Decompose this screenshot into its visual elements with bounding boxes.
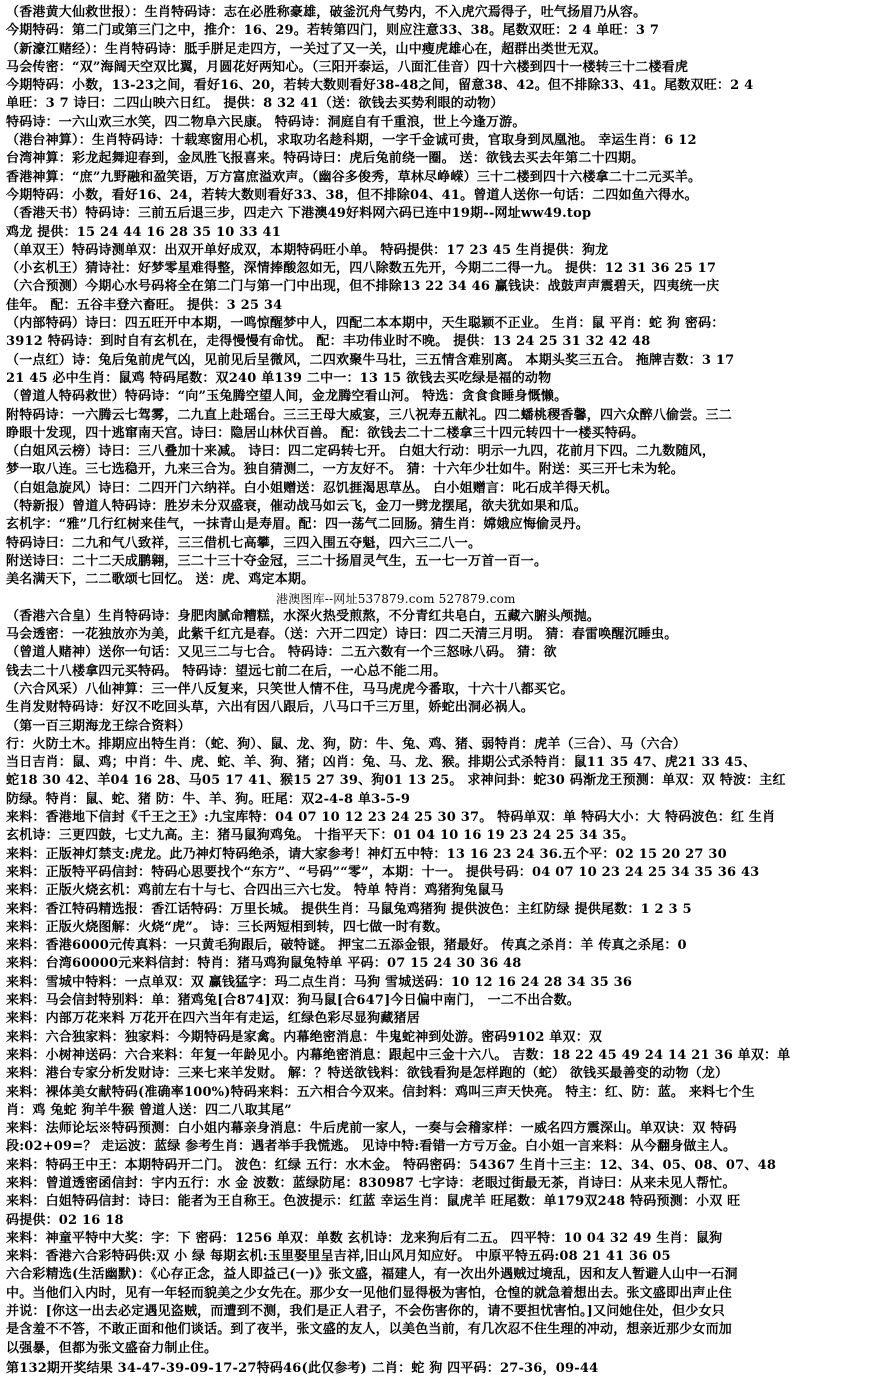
text-line: 六合彩精选(生活幽默)：《心存正念，益人即益己(一)》张文盛，福建人，有一次出外遇贼过境乱，因和友人暂避人山中一石洞	[6, 1267, 738, 1283]
text-line: 来料：正版神灯禁支:虎龙。此乃神灯特码绝杀，请大家参考！神灯五中特：13 16 23 24 36.五个平：02 15 20 27 30	[6, 846, 727, 862]
text-line: 香港神算：“庶”九野融和盈笑语，万方富庶溢欢声。（幽谷多俊秀，草林尽峥嵘）三十二楼到四十六楼拿二十二元买羊。	[6, 169, 702, 185]
text-line: 来料：法师论坛※特码预测：白小姐内幕亲身消息：牛后虎前一家人，一奏与会稽家样：一威名四方震深山。单双诀：双 特码	[6, 1121, 737, 1137]
text-line: 来料：裸体美女献特码(准确率100%)特码来料：五六相合今双来。信封料：鸡叫三声天快亮。 特主：红、防：蓝。 来料七个生	[6, 1084, 755, 1100]
text-line: （白姐风云榜）诗曰：三八叠加十来减。 诗曰：四二定码转七开。 白姐大行动：明示一九四，花前月下四。二九数随风，	[6, 444, 716, 460]
text-line: 来料：正版火烧图解：火烧“虎”。 诗：三长两短相到转，四七做一时有数。	[6, 919, 449, 935]
text-line: 台湾神算：彩龙起舞迎春到，金凤胜飞报喜来。特码诗曰：虎后兔前绕一圈。 送：欲钱去买去年第二十四期。	[6, 151, 645, 167]
text-line: 当日吉肖：鼠、鸡；中肖：牛、虎、蛇、羊、狗、猪；凶肖：兔、马、龙、猴。排期公式杀特肖：鼠11 35 47、虎21 33 45、	[6, 755, 757, 771]
text-line: 来料：白姐特码信封：诗曰：能者为王自称王。色波提示：红蓝 幸运生肖：鼠虎羊 旺尾数：单179双248 特码预测：小双 旺	[6, 1194, 741, 1210]
text-line: 来料：曾道透密函信封：宇内五行：水 金 波数：蓝绿防尾：830987 七字诗：老眼过街最无茶，肖诗曰：从来未见人帮忙。	[6, 1176, 736, 1191]
text-line: 来料：特码王中王：本期特码开二门。 波色：红绿 五行：水木金。 特码密码：54367 生肖十三主：12、34、05、08、07、48	[6, 1157, 777, 1173]
text-line: （港台神算）：生肖特码诗：十载寒窗用心机，求取功名趁科期，一字千金诚可贵，官取身到凤凰池。 幸运生肖：6 12	[6, 133, 697, 149]
text-line: 附送诗曰：二十二天成鹏翱，三二十三十夺金冠，三二十扬眉灵气生，五一七一万首一百一。	[6, 553, 548, 569]
text-line: 来料：雪城中特料：一点单双：双 赢钱猛字：玛二点生肖：马狗 雪城送码：10 12 16 24 28 34 35 36	[6, 974, 633, 990]
text-line: 来料：正版火烧玄机：鸡前左右十与七、合四出三六七发。 特单 特肖：鸡猪狗兔鼠马	[6, 883, 504, 899]
text-line: 肖：鸡 兔蛇 狗羊牛猴 曾道人送：四二八取其尾”	[6, 1102, 292, 1118]
text-line: 行：火防土木。排期应出特生肖：（蛇、狗）、鼠、龙、狗，防：牛、兔、鸡、猪、弱特肖：虎羊（三合）、马（六合）	[6, 736, 687, 752]
text-line: 来料：香港6000元传真料：一只黄毛狗跟后，破特谜。 押宝二五添金银，猪最好。 传真之杀肖：羊 传真之杀尾：0	[6, 938, 687, 954]
text-line: 特码诗：一六山欢三水笑，四二物阜六民康。 特码诗：洞庭自有千重浪，世上今逢万游。	[6, 114, 526, 130]
text-line: 梦一取八连。三七选稳开，九来三合为。独自猜测二，一方友好不。 猜：十六年少壮如牛。附送：买三开七未为轮。	[6, 462, 684, 478]
text-line: 来料：正版特平码信封：特码心思要找个“东方”、“号码”“零”，本期：十一。 提供号码：04 07 10 23 24 25 34 35 36 43	[6, 864, 760, 880]
text-line: 来料：香港地下信封《千王之王》:九宝库特：04 07 10 12 23 24 25 30 37。 特码单双：单 特码大小：大 特码波色：红 生肖	[6, 810, 776, 826]
text-line: 并说：[你这一出去必定遇见盗贼，而遭到不测，我们是正人君子，不会伤害你的，请不要担忧害怕。]又问她住处，但少女只	[6, 1304, 726, 1320]
footer-line: 第132期开奖结果 34-47-39-09-17-27特码46(此仅参考) 二肖：蛇 狗 四平码：27-36，09-44	[6, 1360, 599, 1376]
text-line: （单双王）特码诗测单双：出双开单好成双，本期特码旺小单。 特码提供：17 23 45 生肖提供：狗龙	[6, 242, 609, 258]
text-line: 中。当他们入内时，见有一年轻而貌美之少女先在。那少女一见他们显得极为害怕，仓惶的就急着想出去。张文盛即出声止住	[6, 1285, 733, 1301]
text-line: （香港天书）特码诗：三前五后退三步，四走六 下港澳49好料网六码已连中19期--网址ww49.top	[6, 206, 592, 222]
text-line: （一点红）诗：兔后兔前虎气凶，见前见后呈微风，二四欢聚牛马壮，三五情含难别离。 本期头奖三五合。 拖牌吉数：3 17	[6, 352, 735, 368]
text-line: 来料：台湾60000元来料信封：特肖：猪马鸡狗鼠兔特单 平码：07 15 24 30 36 48	[6, 956, 522, 972]
text-line: （白姐急旋风）诗曰：二四开门六纳祥。白小姐赠送：忍饥捱渴思草丛。 白小姐赠言：叱石成羊得天机。	[6, 480, 618, 496]
text-line: （香港六合皇）生肖特码诗：身肥肉腻命糟糕，水深火热受煎熬，不分青红共皂白，五藏六腑头颅抛。	[6, 608, 601, 624]
text-line: （曾道人特码救世）特码诗：“向”玉兔腾空望人间，金龙腾空看山河。 特选：贪食食睡身慨懒。	[6, 389, 568, 405]
text-line: 蛇18 30 42、羊04 16 28、马05 17 41、猴15 27 39、狗01 13 25。 求神问卦：蛇30 码渐龙王预测：单双：双 特波：主红	[6, 773, 786, 789]
text-line: （香港黄大仙救世报）：生肖特码诗：志在必胜称豪雄，破釜沉舟气势内，不入虎穴焉得子，吐气扬眉乃从容。	[6, 5, 647, 20]
text-line: 钱去二十八楼拿四元买特码。 特码诗：望远七前二在后，一心总不能二用。	[6, 663, 447, 679]
text-line: 来料：六合独家料：独家料：今期特码是家禽。内幕绝密消息：牛鬼蛇神到处游。密码9102 单双：双	[6, 1029, 603, 1045]
text-line: 单旺：3 7 诗曰：二四山映六日红。 提供：8 32 41（送：欲钱去买势利眼的动物）	[6, 96, 504, 112]
text-line: 马会透密：一花独放亦为美，此紫千红亢是春。（送：六开二四定）诗曰：四二天清三月明。 猜：春雷唤醒沉睡虫。	[6, 627, 678, 643]
text-line: 玄机诗：三更四鼓，七丈九高。主：猪马鼠狗鸡兔。 十指平天下：01 04 10 16 19 23 24 25 34 35。	[6, 828, 635, 844]
text-line: 码提供：02 16 18	[6, 1212, 124, 1228]
text-line: 特码诗曰：二九和气八致祥，三三借机七高攀，三四入围五夺魁，四六三二八一。	[6, 535, 482, 551]
text-line: 21 45 必中生肖：鼠鸡 特码尾数：双240 单139 二中一：13 15 欲钱去买吃绿是福的动物	[6, 370, 552, 386]
text-line: （新濠江赌经）：生肖特码诗：胝手胼足走四方，一关过了又一关，山中瘦虎雄心在，超群出类世无双。	[6, 41, 607, 57]
text-line: 防绿。特肖：鼠、蛇、猪 防：牛、羊、狗。旺尾：双2-4-8 单3-5-9	[6, 791, 411, 807]
text-line: 佳年。 配：五谷丰登六畜旺。 提供：3 25 34	[6, 297, 283, 313]
text-line: 3912 特码诗：到时自有玄机在，走得慢慢有命忧。 配：丰功伟业时不晚。 提供：13 24 25 31 32 42 48	[6, 334, 651, 350]
text-line: （六合风采）八仙神算：三一伴八反复来，只笑世人情不住，马马虎虎今番取，十六十八都买它。	[6, 681, 574, 697]
text-line: 以强暴，但都为张文盛奋力制止住。	[6, 1340, 218, 1356]
text-line: 附特码诗：一六腾云七驾雾，二九直上赴瑶台。三三王母大威宴，三八祝寿五献礼。四二蟠桃稷香馨，四六众醉八偷尝。三二	[6, 407, 733, 423]
text-line: 睁眼十发现，四十逃窜南天宫。诗曰：隐居山林伏百兽。 配：欲钱去二十二楼拿三十四元转四十一楼买特码。	[6, 425, 645, 441]
text-line: 生肖发财特码诗：好汉不吃回头草，六出有因八跟后，八马口千三万里，娇蛇出洞必祸人。	[6, 700, 535, 716]
text-line: （小玄机王）猜诗社：好梦零星难得整，深情捧酸忽如无，四八除数五先开，今期二二得一九。 提供：12 31 36 25 17	[6, 261, 717, 277]
text-line: （曾道人赌神）送你一句话：又见三二与七合。 特码诗：二五六数有一个三怒咏八码。 猜：欲	[6, 645, 557, 661]
text-line: 来料：港台专家分析发财诗：三来七来羊发财。 解：？特送欲钱料：欲钱看狗是怎样跑的（蛇） 欲钱买最善变的动物（龙）	[6, 1066, 729, 1082]
text-line: 鸡龙 提供：15 24 44 16 28 35 10 33 41	[6, 224, 281, 240]
text-line: 马会传密：“双”海阔天空双比翼，月圆花好两知心。（三阳开泰运，八面汇佳音）四十六楼到四十一楼转三十二楼看虎	[6, 59, 689, 75]
text-line: （内部特码）诗曰：四五旺开中本期，一鸣惊醒梦中人，四配二本本期中，天生聪颖不正业。 生肖：鼠 平肖：蛇 狗 密码：	[6, 316, 725, 332]
text-line: 来料：香江特码精选报：香江话特码：万里长城。 提供生肖：马鼠兔鸡猪狗 提供波色：主红防绿 提供尾数：1 2 3 5	[6, 901, 692, 917]
text-line: 来料：马会信封特别料：单：猪鸡兔[合874]双：狗马鼠[合647]今日偏中南门， 一二不出合数。	[6, 993, 581, 1009]
text-block	[6, 4, 869, 1358]
text-line: 来料：香港六合彩特码供:双 小 绿 每期玄机:玉里娶里呈吉祥,旧山风月知应好。 中原平特五码:08 21 41 36 05	[6, 1249, 671, 1265]
watermark-line: 港澳图库--网址537879.com 527879.com	[276, 591, 516, 606]
text-line: （六合预测）今期心水号码将全在第二门与第一门中出现，但不排除13 22 34 46 赢钱诀：战鼓声声震碧天，四夷统一庆	[6, 279, 720, 295]
text-line: 玄机字：“雅”几行红树来佳气，一抹青山是寿眉。配：四一荡气二回肠。猜生肖：嫦娥应悔偷灵丹。	[6, 517, 589, 533]
text-line: 来料：内部万花来料 万花开在四六当年有走运，红绿色彩尽显狗藏猪居	[6, 1011, 420, 1027]
text-line: 是含羞不不答，不敢正面和他们谈话。到了夜半，张文盛的友人，以美色当前，有几次忍不住生理的冲动，想亲近那少女而加	[6, 1322, 733, 1338]
text-line: 美名满天下，二二歌颂七回忆。 送：虎、鸡定本期。	[6, 572, 315, 588]
text-line: 来料：神童平特中大奖：字：下 密码：1256 单双：单数 玄机诗：龙来狗后有二五。 四平特：10 04 32 49 生肖：鼠狗	[6, 1230, 723, 1246]
text-line: 今期特码：小数，看好16、24，若转大数则看好33、38，但不排除04、41。曾道人送你一句话：二四如鱼六得水。	[6, 187, 698, 203]
text-line: 来料：小树神送码：六合来料：年复一年龄见小。内幕绝密消息：跟起中三金十六八。 吉数：18 22 45 49 24 14 21 36 单双：单	[6, 1047, 791, 1063]
text-line: 今期特码：第二门或第三门之中，推介：16、29。若转第四门，则应注意33、38。尾数双旺：2 4 单旺：3 7	[6, 23, 660, 39]
text-line: 今期特码：小数，13-23之间，看好16、20，若转大数则看好38-48之间，留意38、42。但不排除33、41。尾数双旺：2 4	[6, 78, 754, 94]
text-line: （特新报）曾道人特码诗：胜岁未分双盛衰，催动战马如云飞，金刀一劈龙摆尾，欲夫犹如果和瓜。	[6, 499, 587, 515]
text-line: 段:02+09=？ 走运波：蓝绿 参考生肖：遇者举手我慌逃。 见诗中特:看错一方亏万金。白小姐一言来料：从今翻身做主人。	[6, 1139, 737, 1155]
text-line: （第一百三期海龙王综合资料）	[6, 718, 191, 734]
